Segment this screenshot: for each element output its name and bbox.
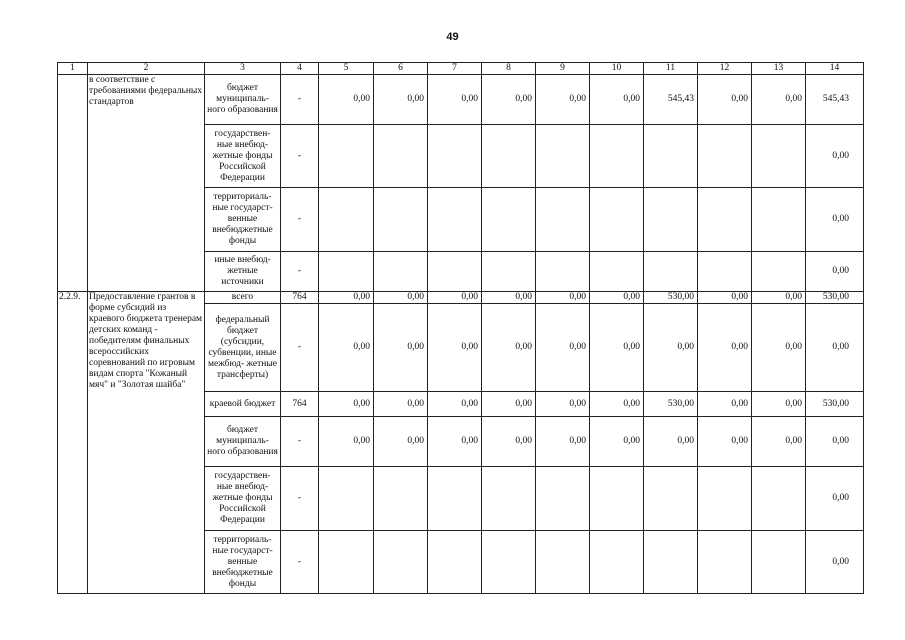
funding-source: бюджет муниципаль- ного образования [205, 75, 281, 125]
value-cell [482, 467, 536, 531]
value-cell: 0,00 [428, 75, 482, 125]
budget-table [57, 62, 864, 594]
value-cell [536, 467, 590, 531]
value-cell [374, 531, 428, 594]
value-cell [590, 252, 644, 292]
value-cell: 545,43 [806, 75, 864, 125]
column-header: 10 [590, 63, 644, 75]
value-cell [428, 252, 482, 292]
value-cell [536, 252, 590, 292]
value-cell [374, 467, 428, 531]
value-cell [319, 252, 374, 292]
value-cell [428, 467, 482, 531]
value-cell [319, 188, 374, 252]
value-cell: 0,00 [752, 417, 806, 467]
value-cell: 0,00 [806, 304, 864, 392]
value-cell: 0,00 [644, 417, 698, 467]
value-cell [644, 531, 698, 594]
value-cell: 0,00 [482, 417, 536, 467]
value-cell: 0,00 [428, 392, 482, 417]
column-header: 2 [88, 63, 205, 75]
value-cell: 530,00 [644, 392, 698, 417]
value-cell [698, 467, 752, 531]
value-cell: 0,00 [536, 304, 590, 392]
value-cell: 0,00 [319, 292, 374, 304]
funding-source: краевой бюджет [205, 392, 281, 417]
value-cell [482, 188, 536, 252]
page-number: 49 [446, 31, 459, 43]
value-cell: 0,00 [374, 392, 428, 417]
value-cell: 0,00 [428, 417, 482, 467]
column-header: 4 [281, 63, 319, 75]
value-cell [428, 531, 482, 594]
funding-source: государствен- ные внебюд- жетные фонды Российской Федерации [205, 467, 281, 531]
column-header: 12 [698, 63, 752, 75]
column-header: 8 [482, 63, 536, 75]
table-row [58, 75, 864, 125]
value-cell: 0,00 [428, 304, 482, 392]
value-cell [590, 188, 644, 252]
funding-source: государствен- ные внебюд- жетные фонды Российской Федерации [205, 125, 281, 188]
value-cell [374, 125, 428, 188]
code-cell: - [281, 304, 319, 392]
code-cell: 764 [281, 292, 319, 304]
value-cell: 0,00 [806, 417, 864, 467]
value-cell: 0,00 [482, 304, 536, 392]
value-cell [590, 467, 644, 531]
column-header: 5 [319, 63, 374, 75]
funding-source: территориаль- ные государст- венные внебюджетные фонды [205, 188, 281, 252]
code-cell: - [281, 467, 319, 531]
column-header: 1 [58, 63, 88, 75]
value-cell [319, 531, 374, 594]
table-row [58, 292, 864, 304]
value-cell: 530,00 [806, 392, 864, 417]
value-cell: 0,00 [806, 125, 864, 188]
code-cell: - [281, 188, 319, 252]
value-cell: 0,00 [536, 75, 590, 125]
value-cell: 0,00 [319, 75, 374, 125]
value-cell [536, 188, 590, 252]
value-cell [428, 188, 482, 252]
code-cell: - [281, 125, 319, 188]
value-cell: 530,00 [806, 292, 864, 304]
value-cell: 530,00 [644, 292, 698, 304]
item-code: 2.2.9. [58, 292, 88, 594]
funding-source: бюджет муниципаль- ного образования [205, 417, 281, 467]
value-cell [482, 125, 536, 188]
value-cell [319, 467, 374, 531]
value-cell: 0,00 [374, 75, 428, 125]
value-cell [644, 467, 698, 531]
column-header: 3 [205, 63, 281, 75]
value-cell: 0,00 [536, 392, 590, 417]
value-cell [482, 252, 536, 292]
value-cell [428, 125, 482, 188]
value-cell: 0,00 [806, 188, 864, 252]
value-cell: 0,00 [698, 392, 752, 417]
value-cell: 0,00 [374, 417, 428, 467]
value-cell: 0,00 [319, 304, 374, 392]
value-cell: 545,43 [644, 75, 698, 125]
value-cell: 0,00 [698, 417, 752, 467]
value-cell: 0,00 [752, 304, 806, 392]
code-cell: - [281, 75, 319, 125]
value-cell [752, 252, 806, 292]
value-cell: 0,00 [374, 304, 428, 392]
funding-source: всего [205, 292, 281, 304]
value-cell: 0,00 [752, 75, 806, 125]
value-cell [644, 252, 698, 292]
value-cell [536, 125, 590, 188]
value-cell: 0,00 [698, 292, 752, 304]
value-cell: 0,00 [482, 392, 536, 417]
value-cell: 0,00 [536, 417, 590, 467]
item-code [58, 75, 88, 292]
value-cell: 0,00 [590, 392, 644, 417]
value-cell [752, 188, 806, 252]
item-description: Предоставление грантов в форме субсидий из краевого бюджета тренерам детских команд - победителям финальных всероссийских соревнований по игровым видам спорта "Кожаный мяч" и "Золотая шайба" [88, 292, 205, 594]
value-cell [698, 188, 752, 252]
value-cell: 0,00 [806, 531, 864, 594]
item-description: в соответствие с требованиями федеральных стандартов [88, 75, 205, 292]
column-header: 11 [644, 63, 698, 75]
value-cell: 0,00 [319, 417, 374, 467]
value-cell: 0,00 [482, 75, 536, 125]
value-cell: 0,00 [590, 417, 644, 467]
value-cell [752, 467, 806, 531]
value-cell [698, 252, 752, 292]
column-header: 13 [752, 63, 806, 75]
value-cell [752, 531, 806, 594]
value-cell [698, 125, 752, 188]
value-cell: 0,00 [482, 292, 536, 304]
value-cell: 0,00 [374, 292, 428, 304]
value-cell [374, 188, 428, 252]
column-header: 6 [374, 63, 428, 75]
value-cell: 0,00 [698, 304, 752, 392]
value-cell [590, 125, 644, 188]
value-cell [752, 125, 806, 188]
column-header: 14 [806, 63, 864, 75]
column-header: 7 [428, 63, 482, 75]
value-cell: 0,00 [752, 292, 806, 304]
value-cell [319, 125, 374, 188]
value-cell [536, 531, 590, 594]
value-cell: 0,00 [319, 392, 374, 417]
funding-source: территориаль- ные государст- венные внебюджетные фонды [205, 531, 281, 594]
value-cell: 0,00 [806, 467, 864, 531]
value-cell [374, 252, 428, 292]
funding-source: иные внебюд- жетные источники [205, 252, 281, 292]
code-cell: - [281, 531, 319, 594]
code-cell: - [281, 417, 319, 467]
value-cell: 0,00 [698, 75, 752, 125]
table-header-row [58, 63, 864, 75]
value-cell: 0,00 [428, 292, 482, 304]
value-cell: 0,00 [806, 252, 864, 292]
value-cell [590, 531, 644, 594]
value-cell: 0,00 [752, 392, 806, 417]
value-cell [482, 531, 536, 594]
value-cell: 0,00 [536, 292, 590, 304]
value-cell: 0,00 [644, 304, 698, 392]
value-cell: 0,00 [590, 292, 644, 304]
code-cell: 764 [281, 392, 319, 417]
funding-source: федеральный бюджет (субсидии, субвенции, иные межбюд- жетные трансферты) [205, 304, 281, 392]
value-cell [698, 531, 752, 594]
value-cell [644, 125, 698, 188]
value-cell: 0,00 [590, 304, 644, 392]
code-cell: - [281, 252, 319, 292]
column-header: 9 [536, 63, 590, 75]
value-cell: 0,00 [590, 75, 644, 125]
value-cell [644, 188, 698, 252]
